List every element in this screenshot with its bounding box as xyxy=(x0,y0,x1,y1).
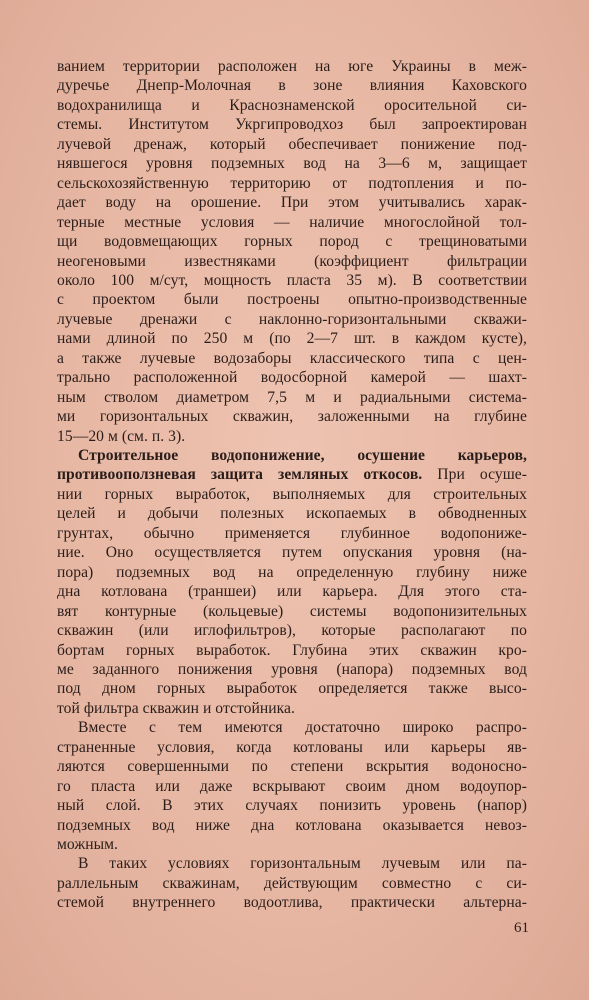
text-span: бортам горных выработок. Глубина этих скважин кро- xyxy=(57,641,527,659)
text-line xyxy=(57,757,527,777)
text-span: нами длиной по 250 м (по 2—7 шт. в каждом кусте), xyxy=(57,330,527,348)
text-line xyxy=(57,271,527,291)
text-span: около 100 м/сут, мощность пласта 35 м). В соответствии xyxy=(57,271,527,289)
text-span: вят контурные (кольцевые) системы водопонизительных xyxy=(57,602,527,620)
text-line xyxy=(57,252,527,272)
text-span: ным стволом диаметром 7,5 м и радиальными система- xyxy=(57,388,527,406)
text-line xyxy=(57,76,527,96)
text-line xyxy=(57,427,527,447)
text-line xyxy=(57,485,527,505)
text-line xyxy=(57,388,527,408)
text-line xyxy=(57,641,527,661)
text-span: ми горизонтальных скважин, заложенными на глубине xyxy=(57,408,527,426)
text-span: лучевой дренаж, который обеспечивает понижение под- xyxy=(57,135,527,153)
text-span: ляются совершенными по степени вскрытия водоносно- xyxy=(57,758,527,776)
text-line xyxy=(57,232,527,252)
text-span: можным. xyxy=(57,836,118,853)
text-line xyxy=(57,504,527,524)
text-line xyxy=(57,174,527,194)
text-line xyxy=(57,816,527,836)
text-span: дна котлована (траншеи) или карьера. Для этого ста- xyxy=(57,583,527,601)
text-line xyxy=(57,893,527,913)
text-line xyxy=(78,854,527,874)
text-line xyxy=(57,349,527,369)
text-span: стемой внутреннего водоотлива, практически альтерна- xyxy=(57,894,527,912)
text-span: неогеновыми известняками (коэффициент фильтрации xyxy=(57,252,527,270)
text-line xyxy=(57,835,527,855)
text-line xyxy=(57,115,527,135)
text-line xyxy=(78,718,527,738)
text-span: целей и добычи полезных ископаемых в обводненных xyxy=(57,505,527,523)
text-span: водохранилища и Краснознаменской оросительной си- xyxy=(57,96,527,114)
text-span: дуречье Днепр-Молочная в зоне влияния Каховского xyxy=(57,77,527,95)
text-span: нии горных выработок, выполняемых для строительных xyxy=(57,485,527,503)
text-line xyxy=(57,154,527,174)
text-line xyxy=(57,57,527,77)
text-span: При осуше- xyxy=(422,466,527,484)
text-span: скважин (или иглофильтров), которые располагают по xyxy=(57,622,527,640)
section-heading xyxy=(78,446,527,466)
text-line xyxy=(57,310,527,330)
text-line xyxy=(57,96,527,116)
text-line xyxy=(57,874,527,894)
text-line xyxy=(57,777,527,797)
text-line xyxy=(57,407,527,427)
text-line xyxy=(57,602,527,622)
text-line xyxy=(57,699,527,719)
page-number: 61 xyxy=(514,920,529,936)
text-span: дает воду на орошение. При этом учитывались харак- xyxy=(57,194,527,212)
text-span: го пласта или даже вскрывают своим дном водоупор- xyxy=(57,777,527,795)
text-span: раллельным скважинам, действующим совместно с си- xyxy=(57,874,527,892)
text-line xyxy=(57,563,527,583)
text-span: трально расположенной водосборной камерой — шахт- xyxy=(57,369,527,387)
text-span: лучевые дренажи с наклонно-горизонтальными скважи- xyxy=(57,310,527,328)
text-span: ванием территории расположен на юге Украины в меж- xyxy=(57,58,527,75)
text-span: подземных вод ниже дна котлована оказывается невоз- xyxy=(57,816,527,834)
text-line xyxy=(57,290,527,310)
text-line xyxy=(57,135,527,155)
text-span: сельскохозяйственную территорию от подтопления и по- xyxy=(57,174,527,192)
text-span: щи водовмещающих горных пород с трещиноватыми xyxy=(57,233,527,251)
text-line xyxy=(57,738,527,758)
text-span: а также лучевые водозаборы классического типа с цен- xyxy=(57,349,527,367)
text-span: грунтах, обычно применяется глубинное водопониже- xyxy=(57,524,527,542)
text-span: нявшегося уровня подземных вод на 3—6 м, защищает xyxy=(57,155,527,173)
text-span: с проектом были построены опытно-производственные xyxy=(57,291,527,309)
text-span: Вместе с тем имеются достаточно широко распро- xyxy=(78,719,527,737)
text-line xyxy=(57,368,527,388)
text-span: терные местные условия — наличие многослойной тол- xyxy=(57,213,527,231)
text-line xyxy=(57,621,527,641)
text-line xyxy=(57,660,527,680)
text-span: ный слой. В этих случаях понизить уровень (напор) xyxy=(57,797,527,815)
text-line xyxy=(57,465,527,485)
section-heading-text: противооползневая защита земляных откосов. xyxy=(57,466,423,484)
text-line xyxy=(57,679,527,699)
text-span: под дном горных выработок определяется также высо- xyxy=(57,680,527,698)
text-span: страненные условия, когда котлованы или карьеры яв- xyxy=(57,738,527,756)
text-line xyxy=(57,329,527,349)
section-heading-text: Строительное водопонижение, осушение карьеров, xyxy=(78,447,527,464)
text-line xyxy=(57,543,527,563)
text-span: ние. Оно осуществляется путем опускания уровня (на- xyxy=(57,544,527,562)
text-line xyxy=(57,796,527,816)
text-span: той фильтра скважин и отстойника. xyxy=(57,699,295,717)
text-span: пора) подземных вод на определенную глубину ниже xyxy=(57,563,527,581)
text-line xyxy=(57,524,527,544)
text-span: стемы. Институтом Укргипроводхоз был запроектирован xyxy=(57,116,527,134)
text-line xyxy=(57,582,527,602)
text-line xyxy=(57,213,527,233)
text-span: 15—20 м (см. п. 3). xyxy=(57,427,186,445)
text-span: ме заданного понижения уровня (напора) подземных вод xyxy=(57,660,527,678)
text-span: В таких условиях горизонтальным лучевым или па- xyxy=(78,855,527,873)
text-line xyxy=(57,193,527,213)
